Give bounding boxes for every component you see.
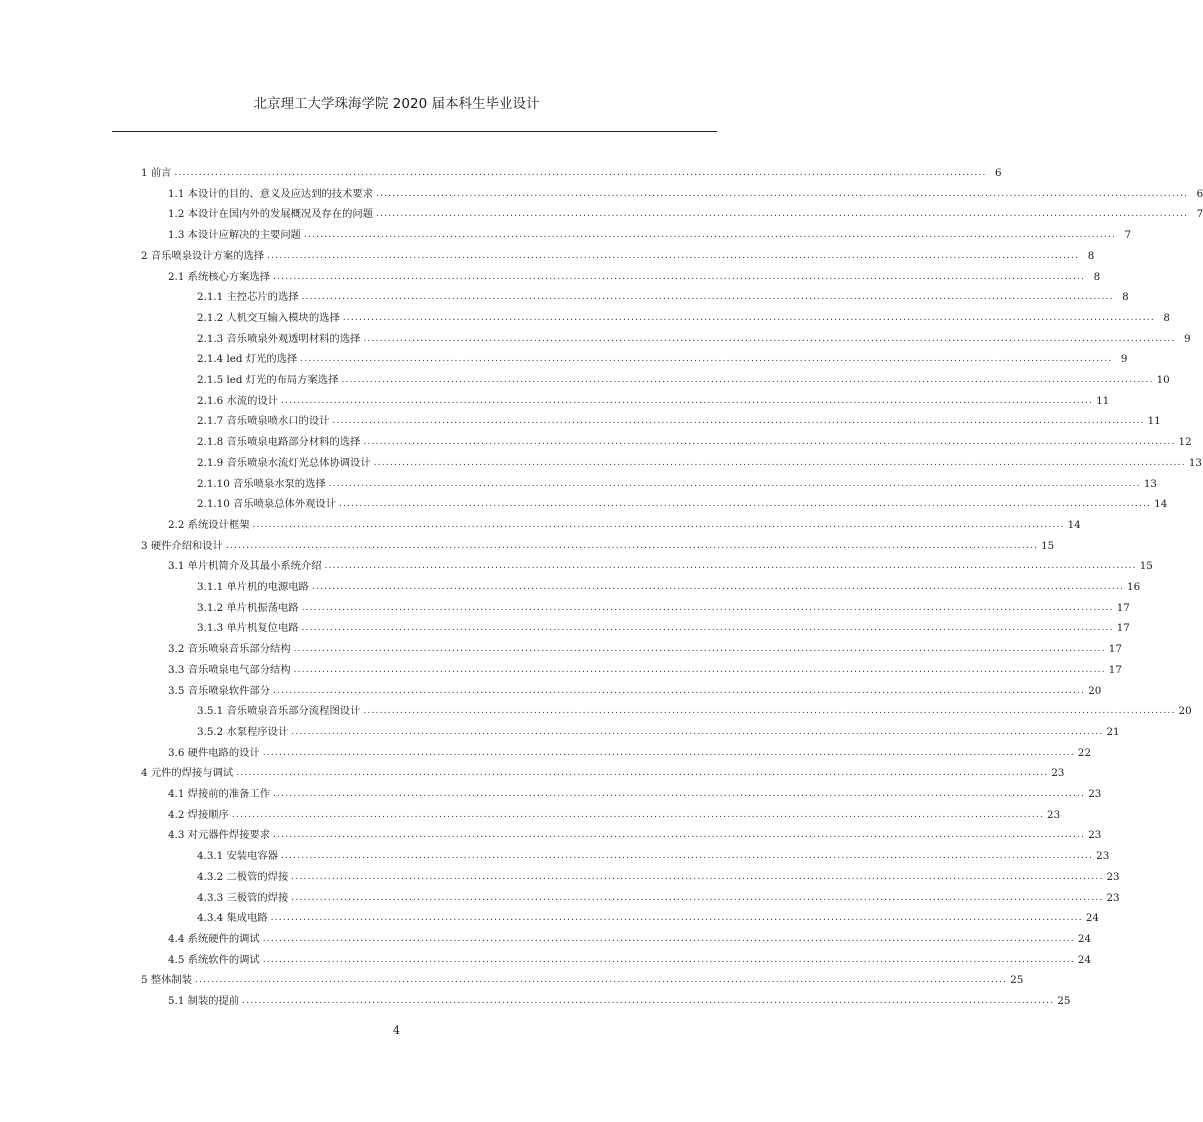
toc-entry[interactable] xyxy=(197,325,1191,346)
toc-entry-title: 4.3.1 安装电容器 xyxy=(197,850,278,863)
toc-entry-title: 2.1.8 音乐喷泉电路部分材料的选择 xyxy=(197,436,361,449)
toc-dot-leader: ........................................................................................................................................................................................................ xyxy=(242,996,1055,1006)
toc-entry-title: 2.1 系统核心方案选择 xyxy=(168,270,271,283)
toc-entry-title: 2.1.9 音乐喷泉水流灯光总体协调设计 xyxy=(197,456,371,469)
toc-entry-title: 1 前言 xyxy=(141,167,172,179)
toc-entry-title: 3 硬件介绍和设计 xyxy=(141,539,223,552)
toc-entry[interactable] xyxy=(197,345,1128,366)
toc-entry-page: 23 xyxy=(1047,808,1061,821)
toc-entry-title: 3.2 音乐喷泉音乐部分结构 xyxy=(168,643,291,656)
toc-dot-leader: ........................................................................................................................................................................................................ xyxy=(195,975,1008,986)
toc-entry[interactable] xyxy=(197,470,1157,491)
header-divider xyxy=(112,131,717,132)
toc-dot-leader: ........................................................................................................................................................................................................ xyxy=(373,457,1186,468)
toc-entry-page: 7 xyxy=(1196,208,1203,221)
toc-entry[interactable] xyxy=(197,407,1161,428)
page-number: 4 xyxy=(393,1024,400,1037)
toc-entry-title: 4.2 焊接顺序 xyxy=(168,808,229,821)
toc-entry-title: 2.2 系统设计框架 xyxy=(168,518,250,531)
toc-dot-leader: ........................................................................................................................................................................................................ xyxy=(300,354,1113,365)
toc-entry-page: 24 xyxy=(1077,932,1092,945)
toc-dot-leader: ........................................................................................................................................................................................................ xyxy=(293,664,1106,675)
toc-dot-leader: ........................................................................................................................................................................................................ xyxy=(332,416,1145,427)
toc-entry-title: 5.1 制装的提前 xyxy=(168,995,240,1007)
toc-entry-page: 20 xyxy=(1178,705,1192,718)
toc-entry-page: 23 xyxy=(1088,788,1102,800)
toc-entry-title: 2 音乐喷泉设计方案的选择 xyxy=(141,249,265,262)
toc-dot-leader: ........................................................................................................................................................................................................ xyxy=(262,747,1075,758)
toc-entry-page: 23 xyxy=(1051,767,1065,780)
toc-dot-leader: ........................................................................................................................................................................................................ xyxy=(273,685,1086,696)
toc-dot-leader: ........................................................................................................................................................................................................ xyxy=(262,933,1075,944)
toc-entry-page: 14 xyxy=(1154,498,1168,511)
toc-dot-leader: ........................................................................................................................................................................................................ xyxy=(341,375,1154,385)
toc-entry-page: 8 xyxy=(1087,249,1095,262)
toc-dot-leader: ........................................................................................................................................................................................................ xyxy=(301,292,1114,303)
toc-entry-page: 24 xyxy=(1085,912,1099,925)
toc-entry[interactable] xyxy=(141,159,1002,180)
toc-entry[interactable] xyxy=(168,200,1203,221)
toc-entry[interactable] xyxy=(197,594,1130,615)
toc-entry-title: 2.1.7 音乐喷泉喷水口的设计 xyxy=(197,415,330,428)
toc-entry-title: 4.3.3 三极管的焊接 xyxy=(197,891,289,904)
toc-entry-title: 4.4 系统硬件的调试 xyxy=(168,932,260,945)
toc-entry[interactable] xyxy=(168,925,1092,946)
toc-entry-title: 2.1.10 音乐喷泉总体外观设计 xyxy=(197,498,336,511)
toc-entry[interactable] xyxy=(168,263,1101,284)
toc-entry[interactable] xyxy=(141,532,1055,553)
toc-entry-page: 12 xyxy=(1178,436,1192,449)
toc-entry[interactable] xyxy=(168,221,1132,242)
toc-entry[interactable] xyxy=(168,821,1102,842)
toc-entry[interactable] xyxy=(197,428,1192,449)
toc-entry-title: 1.1 本设计的目的、意义及应达到的技术要求 xyxy=(168,187,373,200)
toc-entry[interactable] xyxy=(168,656,1122,677)
toc-dot-leader: ........................................................................................................................................................................................................ xyxy=(252,519,1065,530)
toc-dot-leader: ........................................................................................................................................................................................................ xyxy=(376,188,1189,199)
toc-entry-title: 3.1.1 单片机的电源电路 xyxy=(197,581,309,593)
toc-entry[interactable] xyxy=(141,966,1024,987)
toc-entry-page: 7 xyxy=(1124,229,1132,242)
toc-entry-title: 3.1 单片机简介及其最小系统介绍 xyxy=(168,560,322,573)
toc-dot-leader: ........................................................................................................................................................................................................ xyxy=(311,582,1125,592)
toc-dot-leader: ........................................................................................................................................................................................................ xyxy=(231,809,1045,820)
toc-entry-title: 3.5.1 音乐喷泉音乐部分流程图设计 xyxy=(197,705,361,718)
toc-entry-page: 23 xyxy=(1106,870,1120,883)
toc-entry-title: 1.2 本设计在国内外的发展概况及存在的问题 xyxy=(168,208,373,221)
toc-entry[interactable] xyxy=(197,387,1110,408)
toc-entry-title: 4.3 对元器件焊接要求 xyxy=(168,829,271,842)
page-header: 北京理工大学珠海学院 2020 届本科生毕业设计 xyxy=(253,96,540,112)
toc-entry-page: 23 xyxy=(1096,850,1110,863)
toc-dot-leader: ........................................................................................................................................................................................................ xyxy=(270,913,1083,924)
toc-dot-leader: ........................................................................................................................................................................................................ xyxy=(339,499,1152,510)
toc-entry-title: 2.1.6 水流的设计 xyxy=(197,394,278,407)
toc-entry-page: 14 xyxy=(1067,518,1081,531)
toc-entry-title: 4.3.4 集成电路 xyxy=(197,912,268,925)
toc-entry-page: 6 xyxy=(1196,187,1203,200)
toc-entry-page: 11 xyxy=(1147,415,1161,428)
toc-entry-page: 25 xyxy=(1010,974,1024,987)
toc-dot-leader: ........................................................................................................................................................................................................ xyxy=(303,230,1117,241)
toc-entry-page: 15 xyxy=(1139,560,1153,573)
toc-entry[interactable] xyxy=(168,987,1071,1008)
toc-entry-page: 11 xyxy=(1096,394,1110,407)
toc-entry-page: 8 xyxy=(1093,270,1101,283)
toc-entry[interactable] xyxy=(168,511,1081,532)
toc-entry-page: 13 xyxy=(1188,456,1202,469)
toc-dot-leader: ........................................................................................................................................................................................................ xyxy=(328,478,1141,489)
toc-entry-page: 20 xyxy=(1088,684,1102,697)
toc-entry-title: 2.1.1 主控芯片的选择 xyxy=(197,291,299,304)
toc-entry-page: 13 xyxy=(1143,477,1157,490)
toc-entry-page: 9 xyxy=(1120,353,1128,366)
toc-entry-page: 17 xyxy=(1116,601,1130,614)
toc-entry-title: 2.1.4 led 灯光的选择 xyxy=(197,353,298,366)
toc-entry-title: 5 整体制装 xyxy=(141,974,193,987)
toc-dot-leader: ........................................................................................................................................................................................................ xyxy=(291,892,1104,903)
toc-entry[interactable] xyxy=(197,490,1168,511)
toc-entry-page: 23 xyxy=(1088,829,1102,842)
toc-entry-title: 2.1.10 音乐喷泉水泵的选择 xyxy=(197,477,326,490)
toc-entry-page: 22 xyxy=(1077,746,1092,759)
toc-entry-page: 9 xyxy=(1183,332,1191,345)
toc-dot-leader: ........................................................................................................................................................................................................ xyxy=(273,271,1086,282)
toc-entry[interactable] xyxy=(197,304,1170,325)
toc-entry-title: 3.5.2 水泵程序设计 xyxy=(197,725,289,738)
toc-dot-leader: ........................................................................................................................................................................................................ xyxy=(342,312,1155,323)
toc-entry[interactable] xyxy=(168,677,1102,698)
toc-entry-page: 16 xyxy=(1127,581,1141,593)
toc-dot-leader: ........................................................................................................................................................................................................ xyxy=(273,789,1086,799)
toc-entry[interactable] xyxy=(141,759,1065,780)
toc-entry[interactable] xyxy=(168,801,1061,822)
toc-dot-leader: ........................................................................................................................................................................................................ xyxy=(376,209,1189,220)
toc-dot-leader: ........................................................................................................................................................................................................ xyxy=(293,644,1106,655)
toc-entry-title: 1.3 本设计应解决的主要问题 xyxy=(168,229,301,242)
toc-entry[interactable] xyxy=(197,573,1141,594)
toc-entry-page: 6 xyxy=(995,167,1002,179)
toc-entry[interactable] xyxy=(168,739,1092,760)
toc-entry[interactable] xyxy=(197,904,1099,925)
toc-entry[interactable] xyxy=(197,283,1129,304)
toc-entry-title: 2.1.5 led 灯光的布局方案选择 xyxy=(197,374,339,386)
toc-entry[interactable] xyxy=(168,180,1203,201)
toc-entry-title: 3.6 硬件电路的设计 xyxy=(168,746,260,759)
toc-dot-leader: ........................................................................................................................................................................................................ xyxy=(280,851,1094,862)
toc-entry[interactable] xyxy=(197,366,1170,387)
toc-entry-page: 21 xyxy=(1106,725,1120,738)
toc-dot-leader: ........................................................................................................................................................................................................ xyxy=(174,168,987,178)
toc-entry-title: 4.3.2 二极管的焊接 xyxy=(197,870,289,883)
toc-dot-leader: ........................................................................................................................................................................................................ xyxy=(363,437,1176,448)
toc-entry-page: 10 xyxy=(1156,374,1170,386)
toc-entry[interactable] xyxy=(197,718,1120,739)
toc-entry-title: 2.1.3 音乐喷泉外观透明材料的选择 xyxy=(197,332,361,345)
toc-entry[interactable] xyxy=(197,449,1202,470)
toc-dot-leader: ........................................................................................................................................................................................................ xyxy=(225,540,1039,551)
toc-entry-title: 4 元件的焊接与调试 xyxy=(141,767,234,780)
toc-entry[interactable] xyxy=(168,635,1122,656)
toc-entry-title: 3.3 音乐喷泉电气部分结构 xyxy=(168,663,291,676)
toc-entry-title: 3.5 音乐喷泉软件部分 xyxy=(168,684,271,697)
toc-entry-title: 4.1 焊接前的准备工作 xyxy=(168,788,271,800)
toc-dot-leader: ........................................................................................................................................................................................................ xyxy=(291,871,1104,882)
toc-entry-title: 3.1.2 单片机振荡电路 xyxy=(197,601,299,614)
toc-entry-page: 17 xyxy=(1108,663,1122,676)
toc-entry-page: 17 xyxy=(1108,643,1122,656)
toc-entry[interactable] xyxy=(168,946,1092,967)
toc-entry-page: 23 xyxy=(1106,891,1120,904)
toc-entry[interactable] xyxy=(197,863,1120,884)
toc-entry-title: 4.5 系统软件的调试 xyxy=(168,953,260,966)
toc-entry-title: 2.1.2 人机交互输入模块的选择 xyxy=(197,311,340,324)
toc-entry-title: 3.1.3 单片机复位电路 xyxy=(197,622,299,635)
toc-entry[interactable] xyxy=(168,552,1153,573)
toc-entry[interactable] xyxy=(197,884,1120,905)
toc-entry-page: 24 xyxy=(1077,953,1092,966)
toc-dot-leader: ........................................................................................................................................................................................................ xyxy=(324,561,1137,572)
toc-entry[interactable] xyxy=(168,780,1102,801)
toc-entry-page: 17 xyxy=(1116,622,1130,635)
toc-dot-leader: ........................................................................................................................................................................................................ xyxy=(280,395,1094,406)
toc-dot-leader: ........................................................................................................................................................................................................ xyxy=(262,954,1075,965)
toc-dot-leader: ........................................................................................................................................................................................................ xyxy=(267,250,1080,261)
toc-entry-page: 25 xyxy=(1057,995,1071,1007)
toc-entry-page: 15 xyxy=(1041,539,1055,552)
toc-entry[interactable] xyxy=(197,697,1192,718)
toc-entry[interactable] xyxy=(141,242,1095,263)
toc-dot-leader: ........................................................................................................................................................................................................ xyxy=(363,706,1176,717)
toc-dot-leader: ........................................................................................................................................................................................................ xyxy=(236,768,1049,779)
toc-dot-leader: ........................................................................................................................................................................................................ xyxy=(301,602,1114,613)
toc-dot-leader: ........................................................................................................................................................................................................ xyxy=(363,333,1176,344)
toc-entry[interactable] xyxy=(197,614,1130,635)
toc-entry-page: 8 xyxy=(1163,311,1170,324)
toc-entry[interactable] xyxy=(197,842,1110,863)
toc-dot-leader: ........................................................................................................................................................................................................ xyxy=(291,726,1104,737)
toc-dot-leader: ........................................................................................................................................................................................................ xyxy=(273,830,1086,841)
toc-dot-leader: ........................................................................................................................................................................................................ xyxy=(301,623,1114,634)
toc-entry-page: 8 xyxy=(1122,291,1129,304)
